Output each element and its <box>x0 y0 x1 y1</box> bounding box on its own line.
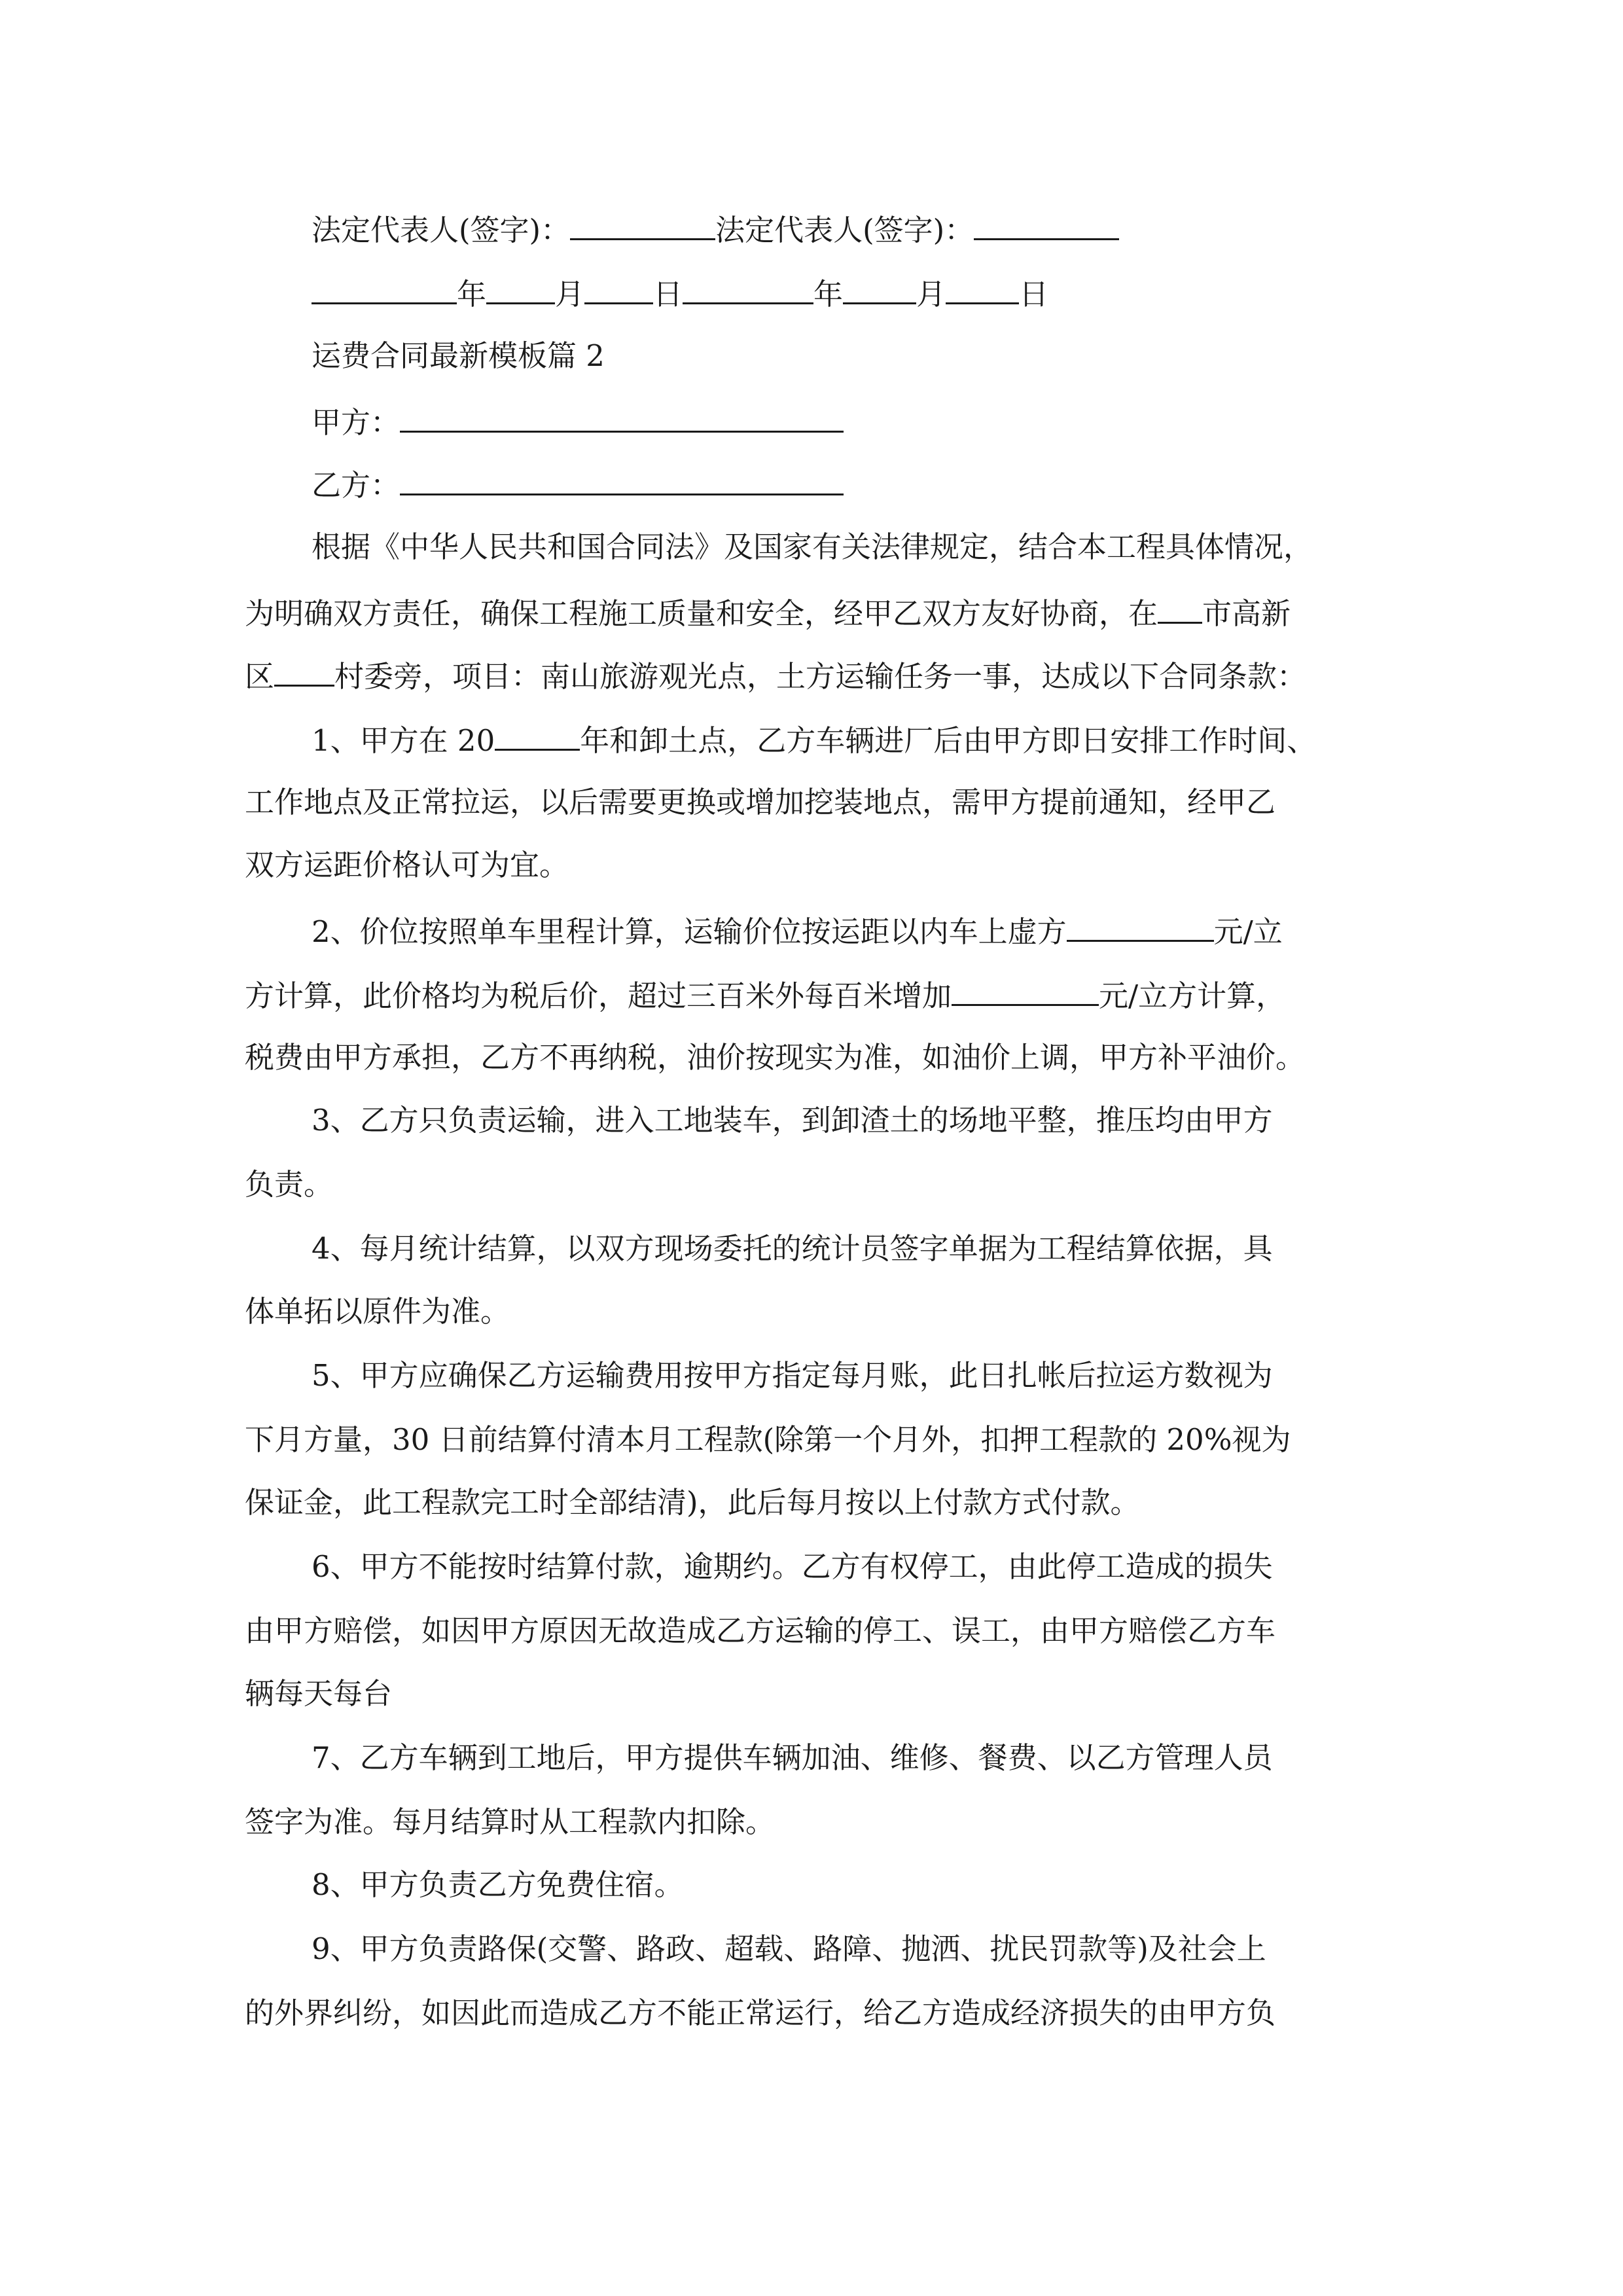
day-b-label: 日 <box>1019 277 1049 312</box>
day-a-label: 日 <box>653 277 683 312</box>
clause-4-line-1: 4、每月统计结算，以双方现场委托的统计员签字单据为工程结算依据，具 <box>312 1231 1273 1266</box>
year-a-label: 年 <box>457 277 487 312</box>
intro-line-1: 根据《中华人民共和国合同法》及国家有关法律规定，结合本工程具体情况， <box>312 529 1313 564</box>
clause-6-line-1: 6、甲方不能按时结算付款，逾期约。乙方有权停工，由此停工造成的损失 <box>312 1549 1273 1584</box>
month-a-label: 月 <box>555 277 585 312</box>
intro-line-3-start: 区 <box>245 659 275 694</box>
day-a-blank <box>584 272 653 304</box>
clause-1-line-2: 工作地点及正常拉运，以后需要更换或增加挖装地点，需甲方提前通知，经甲乙 <box>245 785 1276 819</box>
clause-7-line-1: 7、乙方车辆到工地后，甲方提供车辆加油、维修、餐费、以乙方管理人员 <box>312 1740 1273 1775</box>
clause-5-line-1: 5、甲方应确保乙方运输费用按甲方指定每月账，此日扎帐后拉运方数视为 <box>312 1358 1273 1393</box>
village-blank <box>274 655 334 687</box>
legal-rep-a-blank <box>570 208 715 240</box>
year-b-blank <box>683 272 813 304</box>
clause-2-line-2 <box>245 974 1285 1016</box>
month-a-blank <box>486 272 555 304</box>
price-blank-2 <box>952 974 1099 1006</box>
section-title: 运费合同最新模板篇 2 <box>312 338 605 373</box>
date-line <box>312 272 1048 314</box>
clause-8-line-1: 8、甲方负责乙方免费住宿。 <box>312 1867 684 1902</box>
year-a-blank <box>312 272 457 304</box>
party-b-blank <box>400 463 844 495</box>
intro-line-2-end: 市高新 <box>1202 596 1291 631</box>
clause-3-line-2: 负责。 <box>245 1167 334 1202</box>
clause-2-text: 2、价位按照单车里程计算，运输价位按运距以内车上虚方 <box>312 914 1067 949</box>
intro-line-2-text: 为明确双方责任，确保工程施工质量和安全，经甲乙双方友好协商，在 <box>245 596 1158 631</box>
year-blank <box>495 719 580 751</box>
legal-rep-a-label: 法定代表人(签字)： <box>312 213 571 247</box>
clause-1-start: 1、甲方在 20 <box>312 723 495 758</box>
clause-4-line-2: 体单拓以原件为准。 <box>245 1294 510 1329</box>
month-b-blank <box>843 272 916 304</box>
clause-5-line-2: 下月方量，30 日前结算付清本月工程款(除第一个月外，扣押工程款的 20%视为 <box>245 1422 1291 1457</box>
clause-7-line-2: 签字为准。每月结算时从工程款内扣除。 <box>245 1804 776 1839</box>
party-a-line <box>312 401 844 442</box>
clause-2-unit: 元/立 <box>1213 914 1283 949</box>
clause-1-line-1 <box>312 719 1316 761</box>
clause-3-line-1: 3、乙方只负责运输，进入工地装车，到卸渣土的场地平整，推压均由甲方 <box>312 1103 1273 1138</box>
clause-2-line-2-text: 方计算，此价格均为税后价，超过三百米外每百米增加 <box>245 978 952 1013</box>
day-b-blank <box>946 272 1019 304</box>
clause-2-line-3: 税费由甲方承担，乙方不再纳税，油价按现实为准，如油价上调，甲方补平油价。 <box>245 1040 1306 1075</box>
clause-5-line-3: 保证金，此工程款完工时全部结清)，此后每月按以上付款方式付款。 <box>245 1485 1140 1520</box>
party-b-label: 乙方： <box>312 468 401 503</box>
clause-1-text: 年和卸土点，乙方车辆进厂后由甲方即日安排工作时间、 <box>580 723 1317 758</box>
party-a-label: 甲方： <box>312 405 401 440</box>
intro-line-3-text: 村委旁，项目：南山旅游观光点，土方运输任务一事，达成以下合同条款： <box>334 659 1307 694</box>
clause-9-line-1: 9、甲方负责路保(交警、路政、超载、路障、抛洒、扰民罚款等)及社会上 <box>312 1931 1266 1966</box>
year-b-label: 年 <box>813 277 844 312</box>
price-blank-1 <box>1067 910 1214 942</box>
party-b-line <box>312 463 844 505</box>
signature-line <box>312 208 1119 250</box>
legal-rep-b-blank <box>974 208 1119 240</box>
clause-9-line-2: 的外界纠纷，如因此而造成乙方不能正常运行，给乙方造成经济损失的由甲方负 <box>245 1996 1276 2030</box>
intro-line-2 <box>245 592 1291 634</box>
clause-2-line-1 <box>312 910 1283 952</box>
month-b-label: 月 <box>916 277 946 312</box>
clause-2-line-2-unit: 元/立方计算， <box>1099 978 1286 1013</box>
party-a-blank <box>400 401 844 433</box>
clause-6-line-2: 由甲方赔偿，如因甲方原因无故造成乙方运输的停工、误工，由甲方赔偿乙方车 <box>245 1613 1276 1648</box>
intro-line-3 <box>245 655 1306 696</box>
city-blank <box>1158 592 1202 624</box>
clause-6-line-3: 辆每天每台 <box>245 1676 393 1711</box>
clause-1-line-3: 双方运距价格认可为宜。 <box>245 848 569 882</box>
legal-rep-b-label: 法定代表人(签字)： <box>715 213 974 247</box>
